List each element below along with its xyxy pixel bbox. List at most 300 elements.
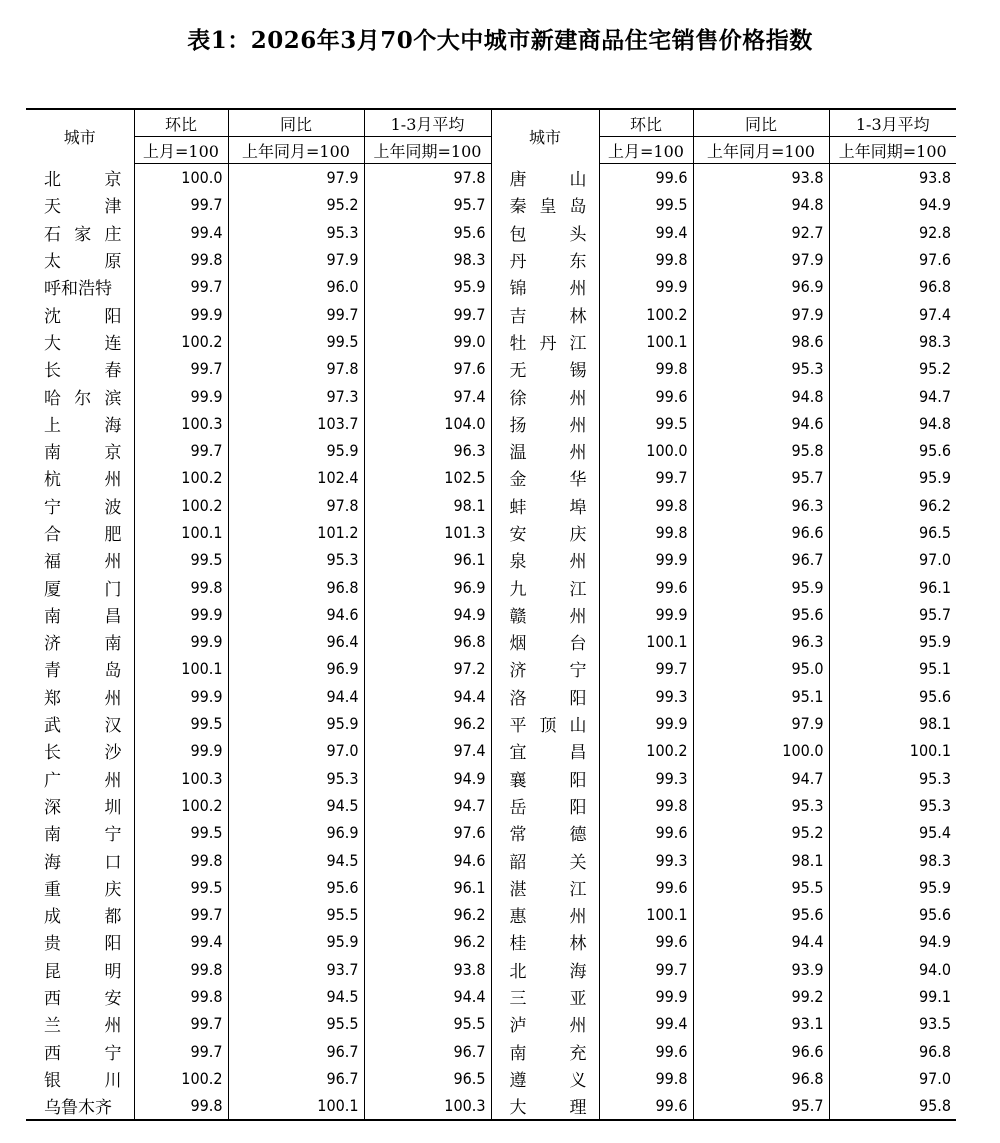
yoy-left-cell: 94.6 [228,601,364,628]
table-row [26,382,956,409]
mom-left-cell: 100.3 [134,765,228,792]
mom-left-cell: 99.8 [134,846,228,873]
mom-right-cell: 99.4 [599,1010,693,1037]
avg-right-cell: 93.8 [829,164,956,192]
city-left-cell: 贵阳 [44,934,122,955]
avg-left-cell: 96.5 [364,1065,491,1092]
city-left-cell: 厦门 [44,579,122,600]
avg-right-cell: 95.9 [829,628,956,655]
city-left-cell: 大连 [44,333,122,354]
table-row [26,410,956,437]
city-right-cell: 宜昌 [491,737,599,764]
mom-left-cell: 100.2 [134,464,228,491]
yoy-right-cell: 94.4 [693,928,829,955]
mom-right-cell: 99.3 [599,846,693,873]
page-title: 表1：2026年3月70个大中城市新建商品住宅销售价格指数 [187,27,813,54]
mom-right-cell: 99.9 [599,710,693,737]
yoy-left-cell: 96.0 [228,273,364,300]
mom-left-cell: 99.9 [134,628,228,655]
mom-right-cell: 99.7 [599,464,693,491]
mom-right-cell: 99.6 [599,573,693,600]
mom-left-cell: 99.5 [134,819,228,846]
mom-right-cell: 100.1 [599,628,693,655]
mom-left-cell: 99.5 [134,874,228,901]
table-row [26,683,956,710]
avg-right-cell: 94.0 [829,956,956,983]
city-right-cell: 大理 [491,1092,599,1120]
mom-right-cell: 99.8 [599,792,693,819]
mom-right-cell: 99.6 [599,1092,693,1120]
mom-left-cell: 100.2 [134,328,228,355]
avg-left-cell: 96.7 [364,1038,491,1065]
yoy-column-header: 同比 [693,109,829,137]
mom-right-cell: 99.8 [599,519,693,546]
yoy-right-cell: 98.1 [693,846,829,873]
table-row [26,1038,956,1065]
city-left-cell: 天津 [44,197,122,218]
mom-right-cell: 99.3 [599,683,693,710]
yoy-left-cell: 95.5 [228,901,364,928]
avg-right-cell: 95.2 [829,355,956,382]
avg-left-cell: 99.7 [364,300,491,327]
mom-right-cell: 99.9 [599,601,693,628]
avg-right-cell: 95.9 [829,874,956,901]
avg-right-cell: 95.6 [829,437,956,464]
yoy-right-cell: 96.7 [693,546,829,573]
avg-right-cell: 95.8 [829,1092,956,1120]
yoy-left-cell: 99.7 [228,300,364,327]
mom-right-cell: 99.9 [599,983,693,1010]
yoy-left-cell: 100.1 [228,1092,364,1120]
mom-right-cell: 100.1 [599,328,693,355]
table-row [26,273,956,300]
avg-left-cell: 95.7 [364,191,491,218]
city-right-cell: 金华 [491,464,599,491]
avg-right-cell: 94.9 [829,928,956,955]
mom-right-cell: 99.6 [599,874,693,901]
city-column-header: 城市 [491,109,599,164]
yoy-right-cell: 96.3 [693,628,829,655]
mom-left-cell: 100.2 [134,792,228,819]
avg-left-cell: 100.3 [364,1092,491,1120]
city-left-cell: 海口 [44,852,122,873]
avg-right-cell: 93.5 [829,1010,956,1037]
table-body [26,164,956,1121]
city-left-cell: 西安 [44,989,122,1010]
city-left-cell: 济南 [44,634,122,655]
mom-right-cell: 100.2 [599,737,693,764]
yoy-right-cell: 97.9 [693,246,829,273]
city-left-cell: 深圳 [44,797,122,818]
city-left-cell: 南宁 [44,825,122,846]
yoy-right-cell: 95.6 [693,901,829,928]
mom-left-cell: 99.8 [134,983,228,1010]
city-right-cell: 扬州 [491,410,599,437]
yoy-left-cell: 95.9 [228,437,364,464]
avg-right-cell: 95.3 [829,765,956,792]
avg-left-cell: 98.3 [364,246,491,273]
mom-right-cell: 99.6 [599,928,693,955]
city-right-cell: 惠州 [491,901,599,928]
yoy-left-cell: 96.9 [228,655,364,682]
avg-right-cell: 95.7 [829,601,956,628]
avg-left-cell: 96.1 [364,874,491,901]
table-row [26,464,956,491]
yoy-left-cell: 93.7 [228,956,364,983]
mom-right-cell: 99.7 [599,655,693,682]
mom-right-cell: 100.2 [599,300,693,327]
city-right-cell: 温州 [491,437,599,464]
city-right-cell: 济宁 [491,655,599,682]
avg-right-cell: 97.4 [829,300,956,327]
yoy-left-cell: 96.8 [228,573,364,600]
yoy-right-cell: 94.8 [693,382,829,409]
city-left-cell: 西宁 [44,1043,122,1064]
mom-right-cell: 99.5 [599,410,693,437]
city-right-cell: 蚌埠 [491,492,599,519]
city-right-cell: 秦皇岛 [491,191,599,218]
avg-right-cell: 95.9 [829,464,956,491]
table-row [26,765,956,792]
yoy-left-cell: 95.3 [228,219,364,246]
yoy-left-cell: 97.9 [228,246,364,273]
table-row [26,928,956,955]
table-row [26,846,956,873]
yoy-right-cell: 95.9 [693,573,829,600]
yoy-right-cell: 94.8 [693,191,829,218]
avg-right-cell: 94.9 [829,191,956,218]
city-left-cell: 福州 [44,552,122,573]
avg-left-cell: 97.4 [364,737,491,764]
yoy-right-cell: 95.3 [693,792,829,819]
table-row [26,492,956,519]
avg-left-cell: 102.5 [364,464,491,491]
avg-left-cell: 97.2 [364,655,491,682]
avg-left-cell: 96.9 [364,573,491,600]
avg-left-cell: 95.9 [364,273,491,300]
avg-left-cell: 96.2 [364,710,491,737]
avg-right-cell: 96.1 [829,573,956,600]
yoy-right-cell: 93.1 [693,1010,829,1037]
yoy-right-cell: 95.7 [693,464,829,491]
city-right-cell: 平顶山 [491,710,599,737]
mom-right-cell: 99.3 [599,765,693,792]
yoy-left-cell: 95.5 [228,1010,364,1037]
yoy-right-cell: 96.9 [693,273,829,300]
mom-left-cell: 99.9 [134,601,228,628]
city-right-cell: 徐州 [491,382,599,409]
city-left-cell: 长沙 [44,743,122,764]
city-right-cell: 烟台 [491,628,599,655]
mom-right-cell: 99.6 [599,1038,693,1065]
table-row [26,519,956,546]
avg-right-cell: 96.8 [829,273,956,300]
yoy-left-cell: 95.9 [228,710,364,737]
city-left-cell: 哈尔滨 [44,388,122,409]
city-left-cell: 上海 [44,415,122,436]
yoy-left-cell: 94.4 [228,683,364,710]
table-row [26,191,956,218]
yoy-column-header: 同比 [228,109,364,137]
yoy-left-cell: 97.3 [228,382,364,409]
avg-left-cell: 96.2 [364,901,491,928]
mom-column-header: 环比 [134,109,228,137]
avg-left-cell: 101.3 [364,519,491,546]
avg-right-cell: 96.5 [829,519,956,546]
avg-left-cell: 93.8 [364,956,491,983]
yoy-left-cell: 101.2 [228,519,364,546]
city-left-cell: 郑州 [44,688,122,709]
table-row [26,983,956,1010]
avg-left-cell: 95.6 [364,219,491,246]
yoy-left-cell: 97.9 [228,164,364,192]
yoy-right-cell: 95.7 [693,1092,829,1120]
city-left-cell: 青岛 [44,661,122,682]
mom-right-cell: 99.6 [599,819,693,846]
yoy-left-cell: 95.3 [228,546,364,573]
yoy-left-cell: 97.8 [228,492,364,519]
city-left-cell: 昆明 [44,961,122,982]
city-right-cell: 吉林 [491,300,599,327]
city-right-cell: 锦州 [491,273,599,300]
mom-left-cell: 99.7 [134,273,228,300]
table-row [26,1092,956,1120]
city-right-cell: 牡丹江 [491,328,599,355]
mom-left-cell: 99.9 [134,683,228,710]
avg-left-cell: 94.4 [364,683,491,710]
city-right-cell: 赣州 [491,601,599,628]
city-right-cell: 洛阳 [491,683,599,710]
mom-left-cell: 100.3 [134,410,228,437]
table-row [26,164,956,192]
city-right-cell: 泉州 [491,546,599,573]
yoy-right-cell: 94.6 [693,410,829,437]
yoy-left-cell: 103.7 [228,410,364,437]
yoy-right-cell: 96.6 [693,519,829,546]
mom-left-cell: 99.7 [134,437,228,464]
mom-right-cell: 99.5 [599,191,693,218]
avg-left-cell: 98.1 [364,492,491,519]
avg-column-header: 1-3月平均 [364,109,491,137]
avg-left-cell: 94.9 [364,601,491,628]
avg-right-cell: 94.7 [829,382,956,409]
table-row [26,300,956,327]
city-right-cell: 泸州 [491,1010,599,1037]
yoy-left-cell: 102.4 [228,464,364,491]
mom-left-cell: 100.1 [134,519,228,546]
mom-right-cell: 99.8 [599,246,693,273]
avg-right-cell: 97.0 [829,546,956,573]
avg-left-cell: 96.3 [364,437,491,464]
city-right-cell: 唐山 [491,164,599,192]
avg-left-cell: 97.4 [364,382,491,409]
table-row [26,1065,956,1092]
mom-left-cell: 99.8 [134,573,228,600]
mom-left-cell: 99.4 [134,219,228,246]
mom-left-cell: 99.7 [134,1038,228,1065]
mom-left-cell: 99.4 [134,928,228,955]
city-right-cell: 襄阳 [491,765,599,792]
table-row [26,328,956,355]
city-right-cell: 岳阳 [491,792,599,819]
table-row [26,628,956,655]
city-right-cell: 遵义 [491,1065,599,1092]
mom-base-header: 上月=100 [134,137,228,164]
yoy-right-cell: 100.0 [693,737,829,764]
city-column-header: 城市 [26,109,134,164]
avg-right-cell: 97.0 [829,1065,956,1092]
mom-right-cell: 99.6 [599,164,693,192]
mom-right-cell: 99.9 [599,546,693,573]
mom-left-cell: 100.1 [134,655,228,682]
mom-left-cell: 100.2 [134,492,228,519]
yoy-right-cell: 95.1 [693,683,829,710]
yoy-base-header: 上年同月=100 [228,137,364,164]
yoy-right-cell: 97.9 [693,710,829,737]
yoy-right-cell: 94.7 [693,765,829,792]
yoy-right-cell: 93.8 [693,164,829,192]
city-left-cell: 重庆 [44,879,122,900]
yoy-left-cell: 95.3 [228,765,364,792]
mom-right-cell: 99.6 [599,382,693,409]
mom-left-cell: 99.5 [134,710,228,737]
yoy-left-cell: 94.5 [228,792,364,819]
mom-right-cell: 99.8 [599,1065,693,1092]
table-row [26,956,956,983]
mom-right-cell: 100.0 [599,437,693,464]
mom-right-cell: 99.8 [599,492,693,519]
table-row [26,792,956,819]
avg-left-cell: 96.8 [364,628,491,655]
city-left-cell: 沈阳 [44,306,122,327]
avg-left-cell: 95.5 [364,1010,491,1037]
mom-left-cell: 99.9 [134,382,228,409]
yoy-right-cell: 96.6 [693,1038,829,1065]
table-row [26,437,956,464]
mom-left-cell: 99.8 [134,246,228,273]
yoy-right-cell: 95.8 [693,437,829,464]
city-left-cell: 南京 [44,443,122,464]
mom-left-cell: 99.9 [134,300,228,327]
table-row [26,737,956,764]
mom-left-cell: 99.7 [134,901,228,928]
yoy-base-header: 上年同月=100 [693,137,829,164]
table-row [26,874,956,901]
yoy-right-cell: 96.8 [693,1065,829,1092]
avg-right-cell: 96.8 [829,1038,956,1065]
city-left-cell: 南昌 [44,606,122,627]
avg-left-cell: 104.0 [364,410,491,437]
yoy-right-cell: 99.2 [693,983,829,1010]
avg-right-cell: 98.1 [829,710,956,737]
mom-right-cell: 99.4 [599,219,693,246]
mom-left-cell: 99.7 [134,355,228,382]
avg-left-cell: 97.6 [364,355,491,382]
table-row [26,246,956,273]
avg-right-cell: 95.6 [829,683,956,710]
avg-left-cell: 99.0 [364,328,491,355]
city-right-cell: 无锡 [491,355,599,382]
mom-base-header: 上月=100 [599,137,693,164]
yoy-left-cell: 99.5 [228,328,364,355]
city-left-cell: 太原 [44,252,122,273]
yoy-right-cell: 98.6 [693,328,829,355]
city-left-cell: 兰州 [44,1016,122,1037]
city-right-cell: 北海 [491,956,599,983]
mom-left-cell: 99.9 [134,737,228,764]
table-row [26,1010,956,1037]
yoy-left-cell: 97.0 [228,737,364,764]
avg-right-cell: 99.1 [829,983,956,1010]
mom-left-cell: 99.8 [134,956,228,983]
avg-right-cell: 95.3 [829,792,956,819]
table-row [26,355,956,382]
yoy-right-cell: 95.0 [693,655,829,682]
city-right-cell: 韶关 [491,846,599,873]
table-row [26,573,956,600]
avg-right-cell: 95.4 [829,819,956,846]
city-right-cell: 湛江 [491,874,599,901]
avg-left-cell: 96.1 [364,546,491,573]
city-left-cell: 银川 [44,1070,122,1091]
price-index-table [26,108,956,1121]
avg-right-cell: 92.8 [829,219,956,246]
city-left-cell: 北京 [44,169,122,190]
mom-left-cell: 100.0 [134,164,228,192]
yoy-right-cell: 95.2 [693,819,829,846]
avg-right-cell: 95.1 [829,655,956,682]
yoy-left-cell: 95.6 [228,874,364,901]
city-left-cell: 成都 [44,907,122,928]
city-left-cell: 呼和浩特 [44,279,112,300]
city-right-cell: 九江 [491,573,599,600]
city-right-cell: 包头 [491,219,599,246]
yoy-left-cell: 96.9 [228,819,364,846]
avg-base-header: 上年同期=100 [364,137,491,164]
table-row [26,655,956,682]
table-row [26,219,956,246]
yoy-left-cell: 96.4 [228,628,364,655]
avg-left-cell: 94.9 [364,765,491,792]
avg-left-cell: 94.4 [364,983,491,1010]
avg-right-cell: 100.1 [829,737,956,764]
yoy-right-cell: 93.9 [693,956,829,983]
yoy-right-cell: 95.3 [693,355,829,382]
mom-left-cell: 100.2 [134,1065,228,1092]
table-row [26,546,956,573]
yoy-left-cell: 94.5 [228,846,364,873]
table-row [26,710,956,737]
avg-left-cell: 94.6 [364,846,491,873]
yoy-right-cell: 95.6 [693,601,829,628]
mom-right-cell: 100.1 [599,901,693,928]
yoy-left-cell: 96.7 [228,1065,364,1092]
avg-column-header: 1-3月平均 [829,109,956,137]
table-row [26,601,956,628]
city-right-cell: 安庆 [491,519,599,546]
city-left-cell: 武汉 [44,716,122,737]
city-left-cell: 合肥 [44,525,122,545]
mom-left-cell: 99.7 [134,1010,228,1037]
avg-right-cell: 94.8 [829,410,956,437]
city-left-cell: 长春 [44,361,122,382]
yoy-right-cell: 97.9 [693,300,829,327]
yoy-left-cell: 96.7 [228,1038,364,1065]
yoy-right-cell: 95.5 [693,874,829,901]
avg-right-cell: 98.3 [829,328,956,355]
yoy-left-cell: 97.8 [228,355,364,382]
yoy-left-cell: 95.9 [228,928,364,955]
